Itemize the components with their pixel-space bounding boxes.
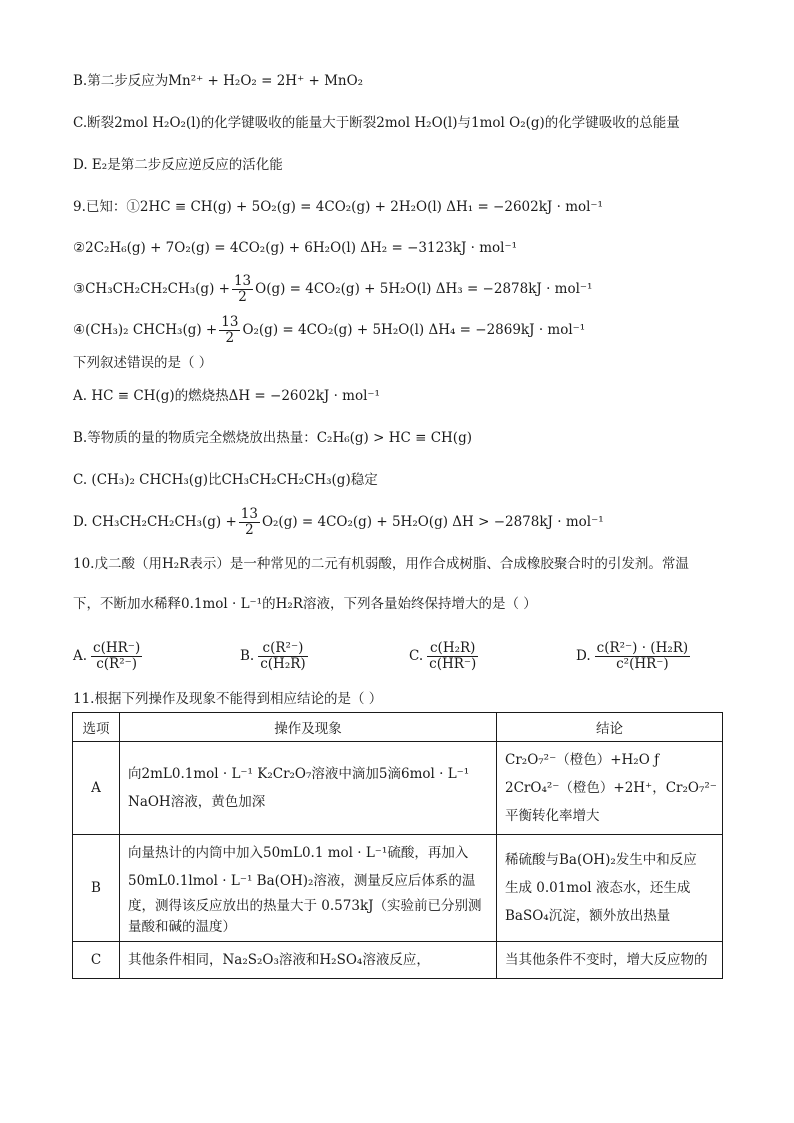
row-option: C <box>73 942 120 979</box>
q9-equation-2: ②2C₂H₆(g) + 7O₂(g) = 4CO₂(g) + 6H₂O(l) ΔH₂ = −3123kJ · mol⁻¹ <box>73 240 518 256</box>
q9-equation-1: 9.已知：①2HC ≡ CH(g) + 5O₂(g) = 4CO₂(g) + 2H₂O(l) ΔH₁ = −2602kJ · mol⁻¹ <box>73 199 603 215</box>
table-row <box>73 942 723 979</box>
operation-line: 其他条件相同，Na₂S₂O₃溶液和H₂SO₄溶液反应， <box>128 952 430 968</box>
q9-equation-4 <box>73 313 585 347</box>
q8-option-b: B.第二步反应为Mn²⁺ + H₂O₂ = 2H⁺ + MnO₂ <box>73 73 364 89</box>
fraction-numerator: c(R²⁻) <box>258 641 307 657</box>
row-operation <box>120 942 497 979</box>
option-fraction <box>595 641 691 672</box>
q10-stem-line-2: 下，不断加水稀释0.1mol · L⁻¹的H₂R溶液，下列各量始终保持增大的是（ ） <box>73 596 537 612</box>
operation-line: 度，测得该反应放出的热量大于 0.573kJ（实验前已分别测 <box>128 898 482 914</box>
q10-options <box>73 626 733 686</box>
q9-question: 下列叙述错误的是（ ） <box>73 355 213 371</box>
q9d-left: D. CH₃CH₂CH₂CH₃(g) + <box>73 514 237 530</box>
fraction-denominator: c(H₂R) <box>260 655 306 672</box>
q11-stem: 11.根据下列操作及现象不能得到相应结论的是（ ） <box>73 691 383 707</box>
fraction-numerator: 13 <box>233 273 252 289</box>
table-header-row <box>73 713 723 742</box>
q10-stem-line-1: 10.戊二酸（用H₂R表示）是一种常见的二元有机弱酸，用作合成树脂、合成橡胶聚合时的引发剂。常温 <box>73 556 689 572</box>
row-operation <box>120 742 497 835</box>
q9-option-d <box>73 505 604 539</box>
table-row <box>73 742 723 835</box>
header-operation: 操作及现象 <box>120 713 497 742</box>
eq3-right: O(g) = 4CO₂(g) + 5H₂O(l) ΔH₃ = −2878kJ · mol⁻¹ <box>255 281 593 297</box>
conclusion-line: 稀硫酸与Ba(OH)₂发生中和反应 <box>505 852 697 868</box>
operation-line: 50mL0.1lmol · L⁻¹ Ba(OH)₂溶液，测量反应后体系的温 <box>128 873 476 889</box>
row-conclusion <box>497 835 723 942</box>
eq4-fraction <box>219 315 240 346</box>
eq3-fraction <box>232 274 253 305</box>
q9-option-b: B.等物质的量的物质完全燃烧放出热量：C₂H₆(g) > HC ≡ CH(g) <box>73 430 472 446</box>
q9d-fraction <box>239 507 260 538</box>
q10-option-a <box>73 626 144 686</box>
fraction-denominator: c(HR⁻) <box>429 655 477 672</box>
operation-line: 向2mL0.1mol · L⁻¹ K₂Cr₂O₇溶液中滴加5滴6mol · L⁻¹ <box>128 766 470 782</box>
conclusion-line: Cr₂O₇²⁻（橙色）+H₂O ƒ <box>505 752 660 768</box>
fraction-denominator: 2 <box>245 522 254 538</box>
q9d-right: O₂(g) = 4CO₂(g) + 5H₂O(g) ΔH > −2878kJ · mol⁻¹ <box>261 514 604 530</box>
row-option: B <box>73 835 120 942</box>
operation-line: 向量热计的内筒中加入50mL0.1 mol · L⁻¹硫酸，再加入 <box>128 845 469 861</box>
option-fraction <box>91 641 142 672</box>
q8-option-d: D. E₂是第二步反应逆反应的活化能 <box>73 157 283 173</box>
conclusion-line: 生成 0.01mol 液态水，还生成 <box>505 880 691 896</box>
eq3-left: ③CH₃CH₂CH₂CH₃(g) + <box>73 281 230 297</box>
conclusion-line: 2CrO₄²⁻（橙色）+2H⁺，Cr₂O₇²⁻ <box>505 780 717 796</box>
option-label: D. <box>576 648 591 664</box>
conclusion-line: BaSO₄沉淀，额外放出热量 <box>505 908 671 924</box>
table-row <box>73 835 723 942</box>
fraction-denominator: c²(HR⁻) <box>616 655 669 672</box>
fraction-numerator: c(R²⁻) · (H₂R) <box>596 639 689 656</box>
row-conclusion <box>497 942 723 979</box>
header-option: 选项 <box>73 713 120 742</box>
q10-option-d <box>576 626 692 686</box>
row-conclusion <box>497 742 723 835</box>
eq4-left: ④(CH₃)₂ CHCH₃(g) + <box>73 322 218 338</box>
row-operation <box>120 835 497 942</box>
fraction-denominator: 2 <box>225 330 235 346</box>
operation-line: 量酸和碱的温度） <box>128 919 236 935</box>
option-label: C. <box>409 648 424 664</box>
q8-option-c: C.断裂2mol H₂O₂(l)的化学键吸收的能量大于断裂2mol H₂O(l)与1mol O₂(g)的化学键吸收的总能量 <box>73 115 680 131</box>
q9-option-a: A. HC ≡ CH(g)的燃烧热ΔH = −2602kJ · mol⁻¹ <box>73 388 380 404</box>
conclusion-line: 平衡转化率增大 <box>505 808 600 824</box>
fraction-numerator: 13 <box>221 314 239 330</box>
fraction-numerator: c(H₂R) <box>427 641 478 657</box>
header-conclusion: 结论 <box>497 713 723 742</box>
q9-option-c: C. (CH₃)₂ CHCH₃(g)比CH₃CH₂CH₂CH₃(g)稳定 <box>73 472 378 488</box>
q11-table <box>72 712 723 979</box>
q10-option-c <box>409 626 480 686</box>
option-fraction <box>427 641 478 672</box>
row-option: A <box>73 742 120 835</box>
option-label: B. <box>240 648 255 664</box>
fraction-numerator: c(HR⁻) <box>93 639 141 656</box>
fraction-denominator: 2 <box>238 289 247 305</box>
q10-option-b <box>240 626 310 686</box>
q9-equation-3 <box>73 272 592 306</box>
operation-line: NaOH溶液，黄色加深 <box>128 794 266 810</box>
option-label: A. <box>73 648 88 664</box>
eq4-right: O₂(g) = 4CO₂(g) + 5H₂O(l) ΔH₄ = −2869kJ · mol⁻¹ <box>242 322 586 338</box>
conclusion-line: 当其他条件不变时，增大反应物的 <box>505 952 708 968</box>
fraction-numerator: 13 <box>240 506 258 522</box>
fraction-denominator: c(R²⁻) <box>96 655 138 672</box>
option-fraction <box>258 641 307 672</box>
